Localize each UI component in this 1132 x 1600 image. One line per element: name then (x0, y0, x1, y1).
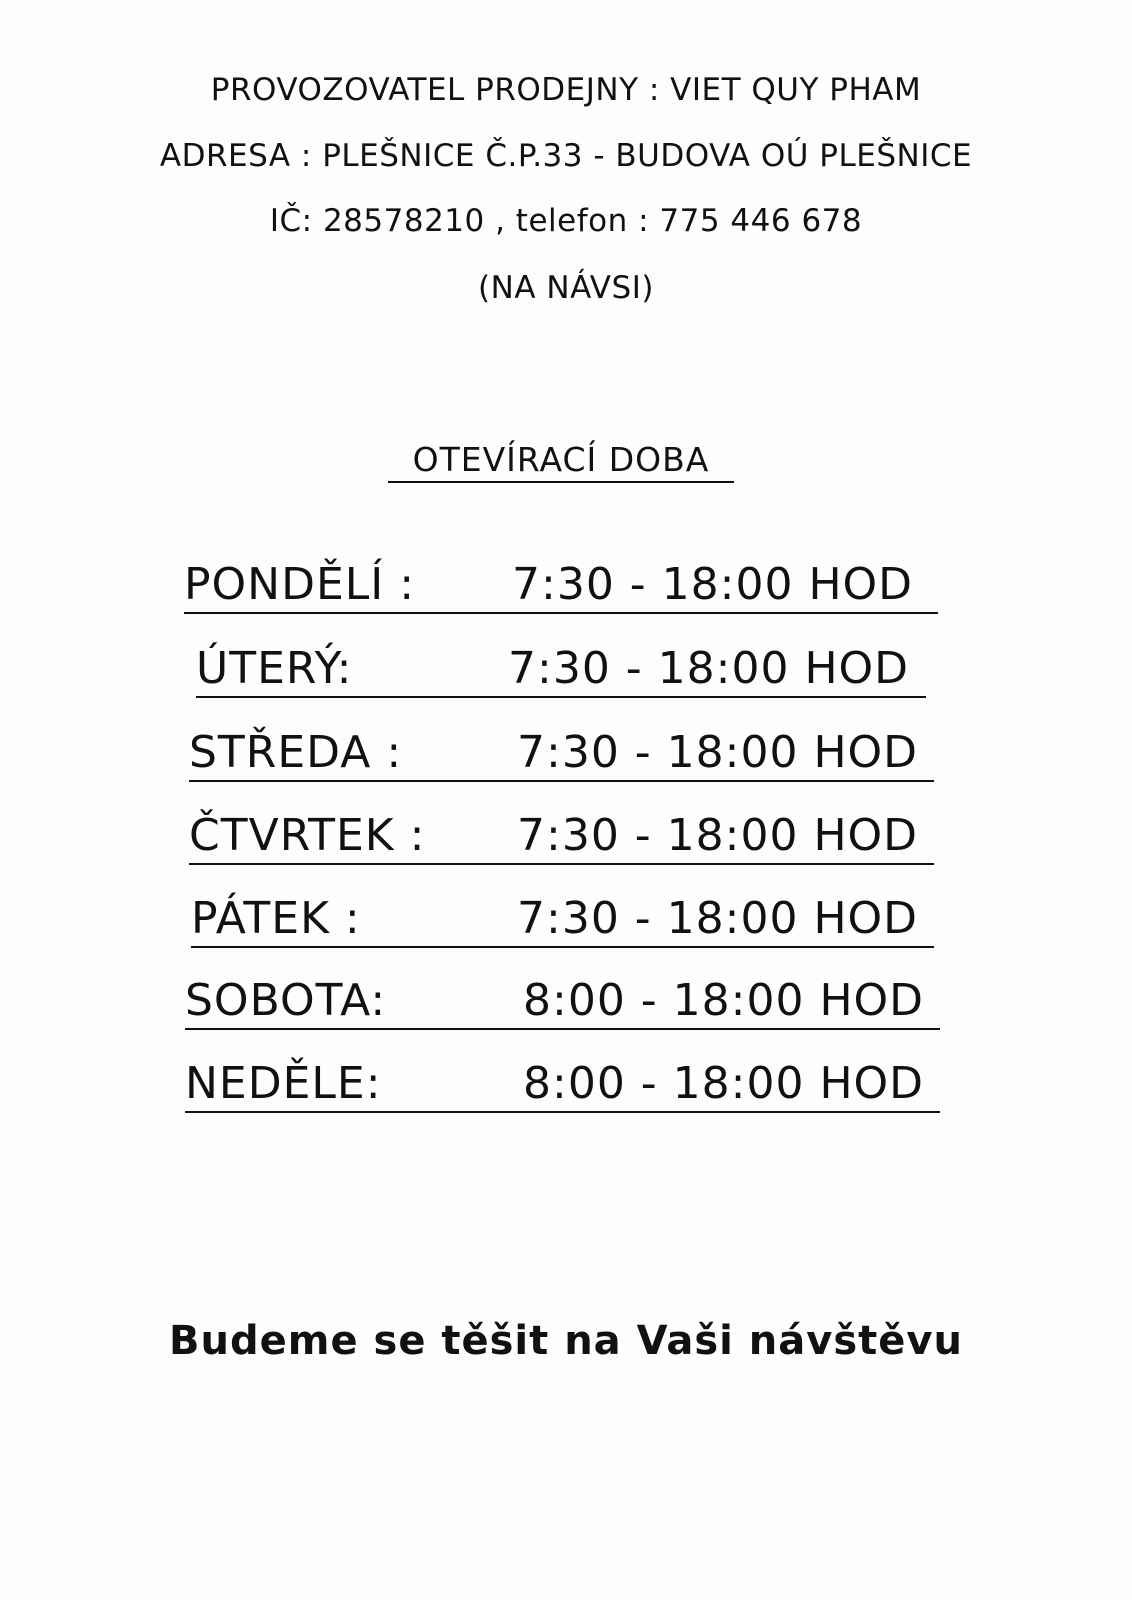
day-label: SOBOTA: (185, 975, 387, 1026)
schedule-row-wednesday (189, 724, 934, 782)
day-label: ČTVRTEK : (189, 810, 426, 861)
id-phone-line: IČ: 28578210 , telefon : 775 446 678 (269, 203, 863, 239)
day-label: PÁTEK : (191, 893, 361, 944)
day-label: STŘEDA : (189, 727, 403, 778)
day-label: ÚTERÝ: (196, 643, 353, 694)
hours-value: 7:30 - 18:00 HOD (517, 893, 919, 944)
schedule-row-tuesday (196, 640, 926, 698)
schedule-row-thursday (189, 807, 934, 865)
operator-line: PROVOZOVATEL PRODEJNY : VIET QUY PHAM (210, 72, 922, 108)
closing-message: Budeme se těšit na Vaši návštěvu (169, 1318, 963, 1364)
hours-value: 8:00 - 18:00 HOD (523, 1058, 925, 1109)
schedule-row-saturday (185, 972, 940, 1030)
schedule-row-friday (191, 890, 934, 948)
opening-hours-title: OTEVÍRACÍ DOBA (388, 440, 734, 483)
hours-value: 7:30 - 18:00 HOD (512, 559, 914, 610)
schedule-row-monday (184, 556, 938, 614)
hours-value: 8:00 - 18:00 HOD (523, 975, 925, 1026)
hours-value: 7:30 - 18:00 HOD (517, 810, 919, 861)
hours-value: 7:30 - 18:00 HOD (508, 643, 910, 694)
location-note: (NA NÁVSI) (478, 270, 654, 306)
hours-value: 7:30 - 18:00 HOD (517, 727, 919, 778)
schedule-row-sunday (185, 1055, 940, 1113)
day-label: NEDĚLE: (185, 1058, 382, 1109)
address-line: ADRESA : PLEŠNICE Č.P.33 - BUDOVA OÚ PLEŠNICE (159, 138, 973, 174)
day-label: PONDĚLÍ : (184, 559, 416, 610)
